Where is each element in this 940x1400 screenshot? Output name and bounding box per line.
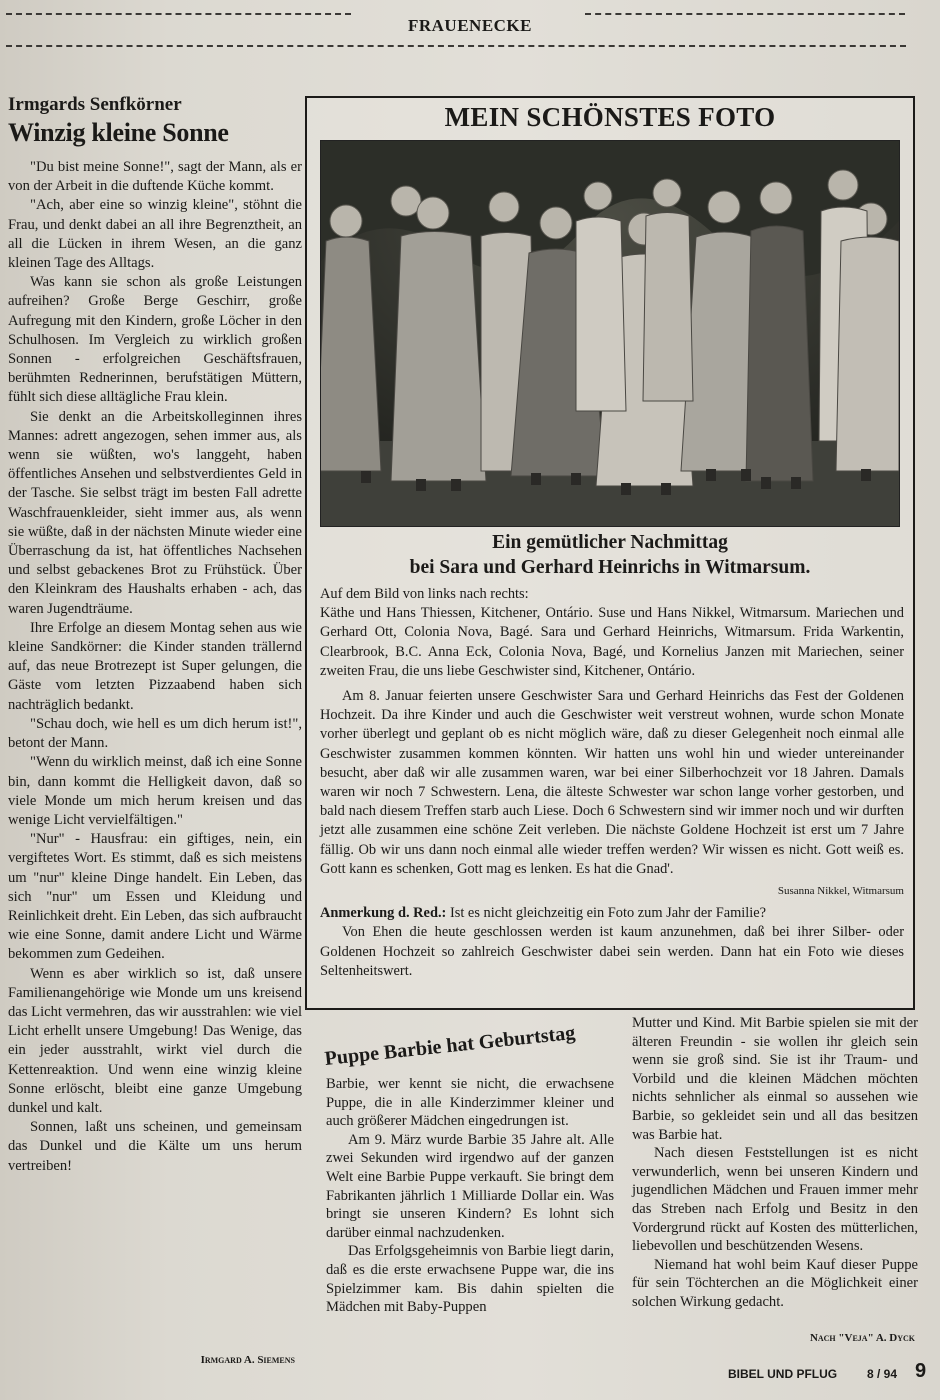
- barbie-column-1: [326, 1075, 614, 1317]
- author-signature: Irmgard A. Siemens: [200, 1354, 295, 1366]
- paragraph: "Nur" - Hausfrau: ein giftiges, nein, ein vergiftetes Wort. Es stimmt, daß es sich meistens um "nur" kleine Dinge handelt. Ein Leben, das sich "nur" um Essen und Kleidung und Reinlichkeit dreht. Ein Leben, das sich aufbraucht wie eine Sonne, damit andere Licht und Wärme bekommen zum Gedeihen.: [8, 831, 302, 963]
- header-rule-bottom: [6, 45, 906, 47]
- barbie-headline: Puppe Barbie hat Geburtstag: [323, 1021, 577, 1071]
- paragraph: Sonnen, laßt uns scheinen, und gemeinsam das Dunkel und die Kälte um uns herum vertreiben!: [8, 1119, 302, 1174]
- paragraph: Mutter und Kind. Mit Barbie spielen sie mit der älteren Freundin - sie wollen ihr gleich sein wenn sie groß sind. Sie ist ihr Traum- und Vorbild und die kleinen Mädchen möchten nichts sehnlicher als einmal so aussehen wie Barbie, so gekleidet sein und all das besitzen was Barbie hat.: [632, 1015, 918, 1143]
- box-title: MEIN SCHÖNSTES FOTO: [444, 102, 776, 132]
- paragraph: Sie denkt an die Arbeitskolleginnen ihres Mannes: adrett angezogen, sehen immer aus, als wenn sie wüßten, wo's langgeht, haben öffentliches Ansehen und selbstverdientes Geld in der Tasche. Sie selbst trägt im besten Fall adrette Waschfrauenkleider, sieht immer aus, als wenn sie wüßte, daß in der nächsten Minute wieder eine Überraschung da ist, hat öffentliches Nachsehen und selbst gebackenes Brot zu Frühstück. Über den Kleinkram des Haushalts erhaben - ach, das waren Jugendträume.: [8, 408, 302, 617]
- paragraph: Ihre Erfolge an diesem Montag sehen aus wie kleine Sandkörner: die Kinder standen trällernd auf, das neue Brotrezept ist Super gelungen, die Gäste vom letzten Pizzaabend haben sich nachträglich bedankt.: [8, 619, 302, 713]
- paragraph: Niemand hat wohl beim Kauf dieser Puppe für sein Töchterchen an die Möglichkeit einer solchen Wirkung gedacht.: [632, 1256, 918, 1310]
- story-signature: Susanna Nikkel, Witmarsum: [777, 885, 904, 898]
- article-headline: Winzig kleine Sonne: [8, 118, 229, 147]
- paragraph: Nach diesen Feststellungen ist es nicht verwunderlich, wenn bei unseren Kindern und jugendlichen Mädchen und Frauen immer mehr das Streben nach Erfolg und Besitz in den Vordergrund rückt auf Kosten des mütterlichen, liebevollen und beschützenden Wesens.: [632, 1145, 918, 1255]
- editor-note-label: Anmerkung d. Red.:: [320, 905, 447, 922]
- paragraph: "Wenn du wirklich meinst, daß ich eine Sonne bin, dann kommt die Helligkeit davon, daß so viele Monde um mich herum kreisen und das wenige Licht vervielfältigen.": [8, 754, 302, 828]
- paragraph: Wenn es aber wirklich so ist, daß unsere Familienangehörige wie Monde um uns kreisend das Licht vermehren, das wir ausstrahlen: wie viel Licht erhellt unsere Umgebung! Das Wenige, das ein jeder ausstrahlt, wirkt viel durch die Kettenreaktion. Und wenn eine winzig kleine Sonne erlöscht, bleibt eine ganze Umgebung dunkel und kalt.: [8, 965, 302, 1116]
- header-rule-left: [6, 13, 351, 15]
- paragraph: Am 9. März wurde Barbie 35 Jahre alt. Alle zwei Sekunden wird irgendwo auf der ganzen Welt eine Barbie Puppe verkauft. Sie bringt dem Fabrikanten jährlich 1 Milliarde Dollar ein. Was bringt sie unseren Kindern? Es lohnt sich darüber einmal nachzudenken.: [326, 1131, 614, 1241]
- article-body: [8, 158, 302, 1176]
- photo-caption-line2: bei Sara und Gerhard Heinrichs in Witmarsum.: [409, 557, 811, 578]
- paragraph: "Du bist meine Sonne!", sagt der Mann, als er von der Arbeit in die duftende Küche kommt.: [8, 159, 302, 195]
- editor-note: [320, 904, 904, 923]
- barbie-signature: Nach "Veja" A. Dyck: [809, 1332, 915, 1344]
- paragraph: Barbie, wer kennt sie nicht, die erwachsene Puppe, die in alle Kinderzimmer kleiner und auch größerer Mädchen eingedrungen ist.: [326, 1076, 614, 1130]
- editor-note-paragraph: Von Ehen die heute geschlossen werden ist kaum anzunehmen, daß bei ihrer Silber- oder Goldenen Hochzeit so zahlreich Geschwister dabei sein werden. Dann hat ein Foto wie dieses Seltenheitswert.: [320, 924, 904, 979]
- section-title: FRAUENECKE: [407, 16, 532, 35]
- photo-caption-line1: Ein gemütlicher Nachmittag: [492, 532, 728, 553]
- paragraph: Was kann sie schon als große Leistungen aufreihen? Große Berge Geschirr, große Aufregung mit den Kindern, große Löcher in den Schulhosen. Im Vergleich zu wirklich großen Sonnen - erfolgreichen Geschäftsfrauen, berühmten Rednerinnen, berufstätigen Müttern, fühlt sich diese alltägliche Frau klein.: [8, 274, 302, 406]
- paragraph: "Schau doch, wie hell es um dich herum ist!", betont der Mann.: [8, 715, 302, 752]
- names-list: Käthe und Hans Thiessen, Kitchener, Ontário. Suse und Hans Nikkel, Witmarsum. Mariechen und Gerhard Ott, Colonia Nova, Bagé. Sara und Gerhard Heinrichs, Witmarsum. Frida Warkentin, Clearbrook, B.C. Anna Eck, Colonia Nova, Bagé, und Kornelius Janzen mit Mariechen, seiner zweiten Frau, die uns liebe Geschwister sind, Kitchener, Ontário.: [320, 605, 904, 679]
- group-photo: [320, 140, 900, 527]
- column-kicker: Irmgards Senfkörner: [8, 94, 182, 115]
- paragraph: Das Erfolgsgeheimnis von Barbie liegt darin, daß es die erste erwachsene Puppe war, die ins Spielzimmer kam. Bis dahin spielten die Mädchen mit Baby-Puppen: [326, 1243, 614, 1316]
- names-lead: Auf dem Bild von links nach rechts:: [320, 586, 529, 602]
- photo-box-body: [320, 585, 904, 981]
- paragraph: "Ach, aber eine so winzig kleine", stöhnt die Frau, und denkt dabei an all ihre Begrenztheit, an all die Lücken in ihrem Wesen, an die ganz kleinen Tage des Alltags.: [8, 197, 302, 272]
- publication-name: BIBEL UND PFLUG: [728, 1367, 838, 1381]
- issue-number: 8 / 94: [867, 1367, 898, 1381]
- editor-note-text: Ist es nicht gleichzeitig ein Foto zum Jahr der Familie?: [446, 905, 767, 922]
- barbie-column-2: [632, 1014, 918, 1312]
- group-photo-illustration: [321, 141, 899, 526]
- header-rule-right: [585, 13, 905, 15]
- page-number: 9: [915, 1360, 927, 1382]
- story-text: Am 8. Januar feierten unsere Geschwister Sara und Gerhard Heinrichs das Fest der Goldenen Hochzeit. Da ihre Kinder und auch die Geschwister weit verstreut wohnen, wurde schon Monate vorher überlegt und geplant ob es nicht möglich wäre, daß zu dieser Gelegenheit noch einmal alle Geschwister zusammen kommen könnten. Wir hatten uns wohl hin und wieder untereinander besucht, aber daß wir alle zusammen waren, war bei einer Silberhochzeit vor 18 Jahren. Damals waren wir noch 7 Schwestern. Lena, die älteste Schwester war schon lange vorher gestorben, und bald nach diesem Treffen starb auch Liese. Doch 6 Schwestern sind wir immer noch und wir durften jetzt alle zusammen eine schöne Zeit verleben. Die nächste Goldene Hochzeit ist erst um 7 Jahre fällig. Ob wir uns dann noch einmal alle wieder treffen werden? Wir wissen es nicht. Gott weiß es. Gott kann es schenken, Gott mag es lenken. Es hat die Gnad'.: [320, 688, 904, 877]
